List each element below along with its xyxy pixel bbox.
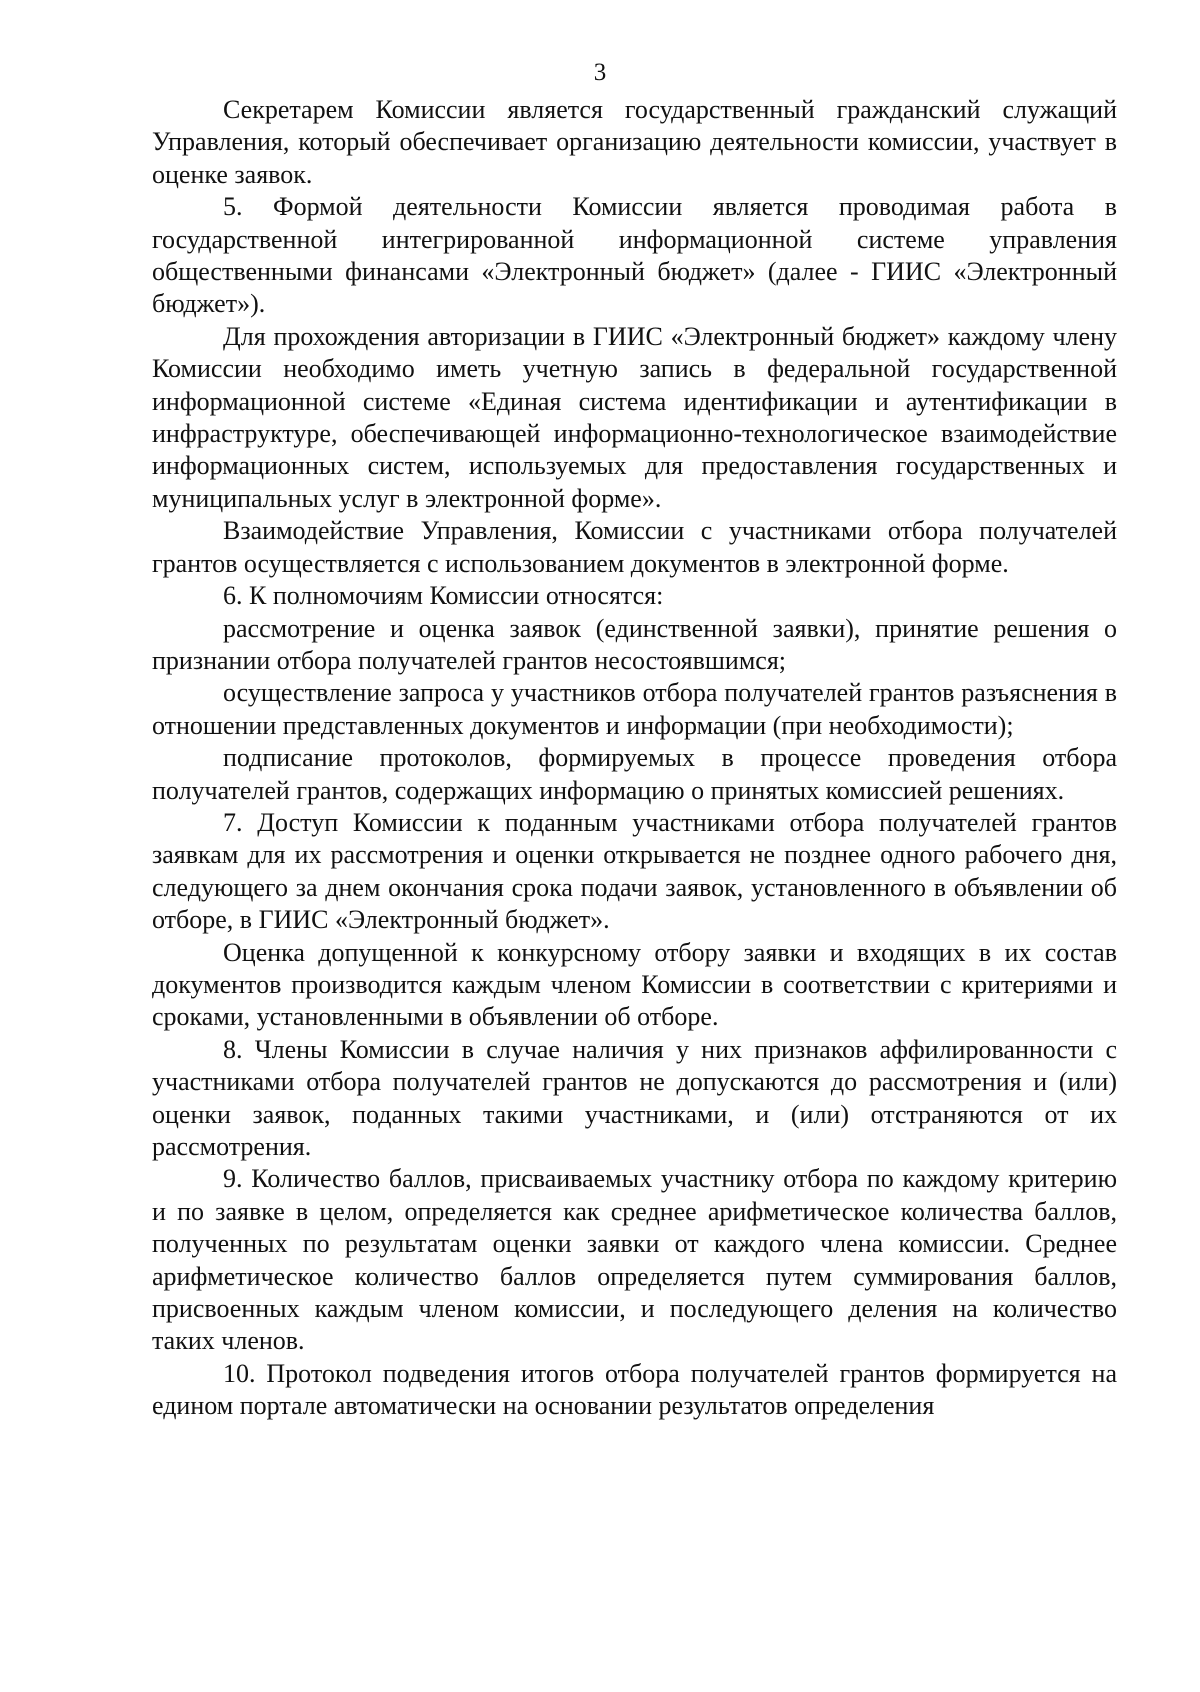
paragraph-item-10: 10. Протокол подведения итогов отбора получателей грантов формируется на едином портале автоматически на основании результатов определения — [152, 1358, 1117, 1421]
paragraph-power-review: рассмотрение и оценка заявок (единственной заявки), принятие решения о признании отбора получателей грантов несостоявшимся; — [152, 613, 1117, 675]
paragraph-item-8: 8. Члены Комиссии в случае наличия у них признаков аффилированности с участниками отбора получателей грантов не допускаются до рассмотрения и (или) оценки заявок, поданных такими участниками, и (или) отстраняются от их рассмотрения. — [152, 1034, 1117, 1161]
paragraph-power-signing: подписание протоколов, формируемых в процессе проведения отбора получателей грантов, содержащих информацию о принятых комиссией решениях. — [152, 743, 1117, 805]
paragraph-evaluation: Оценка допущенной к конкурсному отбору заявки и входящих в их состав документов производится каждым членом Комиссии в соответствии с критериями и сроками, установленными в объявлении об отборе. — [152, 937, 1117, 1032]
paragraph-item-5: 5. Формой деятельности Комиссии является проводимая работа в государственной интегрированной информационной системе управления общественными финансами «Электронный бюджет» (далее - ГИИС «Электронный бюджет»). — [152, 192, 1117, 319]
page-number: 3 — [593, 59, 607, 86]
document-body — [152, 94, 1117, 1423]
paragraph-item-6: 6. К полномочиям Комиссии относятся: — [223, 581, 664, 611]
paragraph-power-request: осуществление запроса у участников отбора получателей грантов разъяснения в отношении представленных документов и информации (при необходимости); — [152, 678, 1117, 740]
paragraph-item-7: 7. Доступ Комиссии к поданным участниками отбора получателей грантов заявкам для их рассмотрения и оценки открывается не позднее одного рабочего дня, следующего за днем окончания срока подачи заявок, установленного в объявлении об отборе, в ГИИС «Электронный бюджет». — [152, 807, 1117, 935]
paragraph-interaction: Взаимодействие Управления, Комиссии с участниками отбора получателей грантов осуществляется с использованием документов в электронной форме. — [152, 516, 1117, 578]
paragraph-authorization: Для прохождения авторизации в ГИИС «Электронный бюджет» каждому члену Комиссии необходимо иметь учетную запись в федеральной государственной информационной системе «Единая система идентификации и аутентификации в инфраструктуре, обеспечивающей информационно-технологическое взаимодействие информационных систем, используемых для предоставления государственных и муниципальных услуг в электронной форме». — [152, 321, 1117, 513]
paragraph-secretary: Секретарем Комиссии является государственный гражданский служащий Управления, который обеспечивает организацию деятельности комиссии, участвует в оценке заявок. — [152, 95, 1117, 189]
paragraph-item-9: 9. Количество баллов, присваиваемых участнику отбора по каждому критерию и по заявке в целом, определяется как среднее арифметическое количества баллов, полученных по результатам оценки заявки от каждого члена комиссии. Среднее арифметическое количество баллов определяется путем суммирования баллов, присвоенных каждым членом комиссии, и последующего деления на количество таких членов. — [152, 1164, 1117, 1356]
